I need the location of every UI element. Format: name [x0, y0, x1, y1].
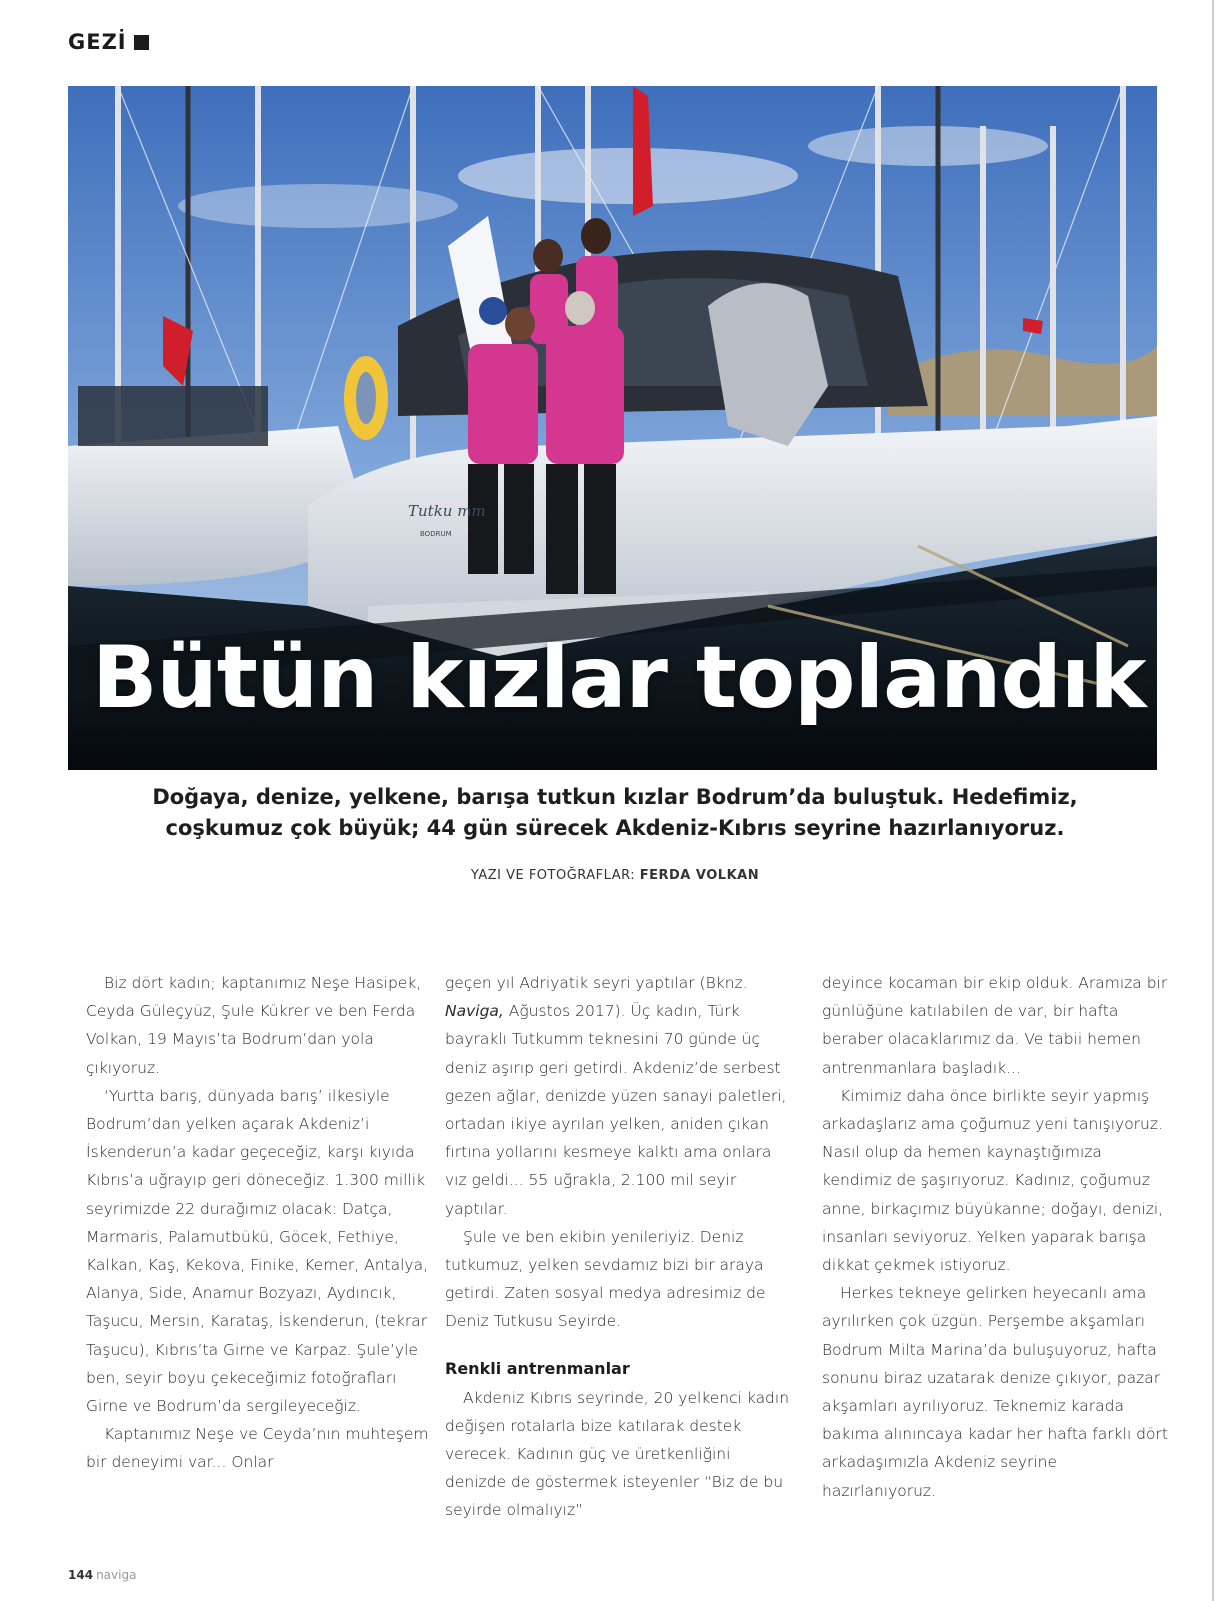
page-footer: [68, 1568, 136, 1582]
section-square-icon: [134, 35, 149, 50]
body-paragraph: deyince kocaman bir ekip olduk. Aramıza bir günlüğüne katılabilen de var, bir hafta beraber olacaklarımız da. Ve tabii hemen antrenmanlara başladık...: [822, 974, 1168, 1077]
body-text: Ağustos 2017). Üç kadın, Türk bayraklı Tutkumm teknesini 70 günde üç deniz aşırıp geri getirdi. Akdeniz’de serbest gezen ağlar, denizde yüzen sanayi paletleri, ortadan ikiye ayrılan yelken, aniden çıkan fırtına yollarını kesmeye kalktı ama onlara vız geldi... 55 uğrakla, 2.100 mil seyir yaptılar.: [445, 1002, 787, 1218]
body-paragraph: Şule ve ben ekibin yenileriyiz. Deniz tutkumuz, yelken sevdamız bizi bir araya getirdi. Zaten sosyal medya adresimiz de Deniz Tutkusu Seyirde.: [445, 1227, 766, 1331]
boat-port-text: BODRUM: [420, 530, 452, 538]
boat-name-text: Tutku mm: [408, 502, 486, 520]
body-column-3: [822, 969, 1172, 1505]
hero-photo: [68, 86, 1157, 770]
body-paragraph: Biz dört kadın; kaptanımız Neşe Hasipek, Ceyda Güleçyüz, Şule Kükrer ve ben Ferda Volkan, 19 Mayıs’ta Bodrum’dan yola çıkıyoruz.: [86, 974, 422, 1077]
body-paragraph: Kimimiz daha önce birlikte seyir yapmış arkadaşlarız ama çoğumuz yeni tanışıyoruz. Nasıl olup da hemen kaynaştığımıza kendimiz de şaşırıyoruz. Kadınız, çoğumuz anne, birkaçımız büyükanne; doğayı, denizi, insanları seviyoruz. Yelken yaparak barışa dikkat çekmek istiyoruz.: [822, 1086, 1164, 1275]
body-text: geçen yıl Adriyatik seyri yaptılar (Bknz.: [445, 974, 748, 992]
headline: Bütün kızlar toplandık: [92, 628, 1146, 728]
body-paragraph: ‘Yurtta barış, dünyada barış’ ilkesiyle Bodrum’dan yelken açarak Akdeniz’i İskenderun’a kadar geçeceğiz, karşı kıyıda Kıbrıs’a uğrayıp geri döneceğiz. 1.300 millik seyrimizde 22 durağımız olacak: Datça, Marmaris, Palamutbükü, Göcek, Fethiye, Kalkan, Kaş, Kekova, Finike, Kemer, Antalya, Alanya, Side, Anamur Bozyazı, Aydıncık, Taşucu, Mersin, Karataş, İskenderun, (tekrar Taşucu), Kıbrıs’ta Girne ve Karpaz. Şule’yle ben, seyir boyu çekeceğimiz fotoğrafları Girne ve Bodrum’da sergileyeceğiz.: [86, 1086, 428, 1416]
subheading: Renkli antrenmanlar: [445, 1358, 630, 1378]
magazine-reference: Naviga,: [445, 1002, 504, 1021]
byline-label: YAZI VE FOTOĞRAFLAR:: [470, 868, 636, 883]
body-paragraph: Kaptanımız Neşe ve Ceyda’nın muhteşem bir deneyimi var... Onlar: [86, 1425, 429, 1472]
page-edge-rule: [1212, 0, 1214, 1601]
section-label: GEZİ: [68, 30, 127, 54]
body-column-1: [86, 969, 436, 1477]
body-column-2: [445, 969, 795, 1525]
section-tag: [68, 30, 149, 54]
page-number: 144: [68, 1568, 94, 1582]
body-paragraph: [445, 969, 795, 1223]
magazine-name: naviga: [96, 1568, 137, 1582]
body-paragraph: Herkes tekneye gelirken heyecanlı ama ayrılırken çok üzgün. Perşembe akşamları Bodrum Milta Marina’da buluşuyoruz, hafta sonunu biraz uzatarak denize çıkıyor, pazar akşamları ayrılıyoruz. Teknemiz karada bakıma alınıncaya kadar her hafta farklı dört arkadaşımızla Akdeniz seyrine hazırlanıyoruz.: [822, 1284, 1168, 1500]
body-paragraph: Akdeniz Kıbrıs seyrinde, 20 yelkenci kadın değişen rotalarla bize katılarak destek verecek. Kadının güç ve üretkenliğini denizde de göstermek isteyenler “Biz de bu seyirde olmalıyız”: [445, 1388, 790, 1520]
lead-paragraph: Doğaya, denize, yelkene, barışa tutkun kızlar Bodrum’da buluştuk. Hedefimiz, coşkumuz çok büyük; 44 gün sürecek Akdeniz-Kıbrıs seyrine hazırlanıyoruz.: [152, 785, 1078, 840]
byline: [0, 868, 1230, 883]
byline-author: FERDA VOLKAN: [639, 868, 760, 883]
